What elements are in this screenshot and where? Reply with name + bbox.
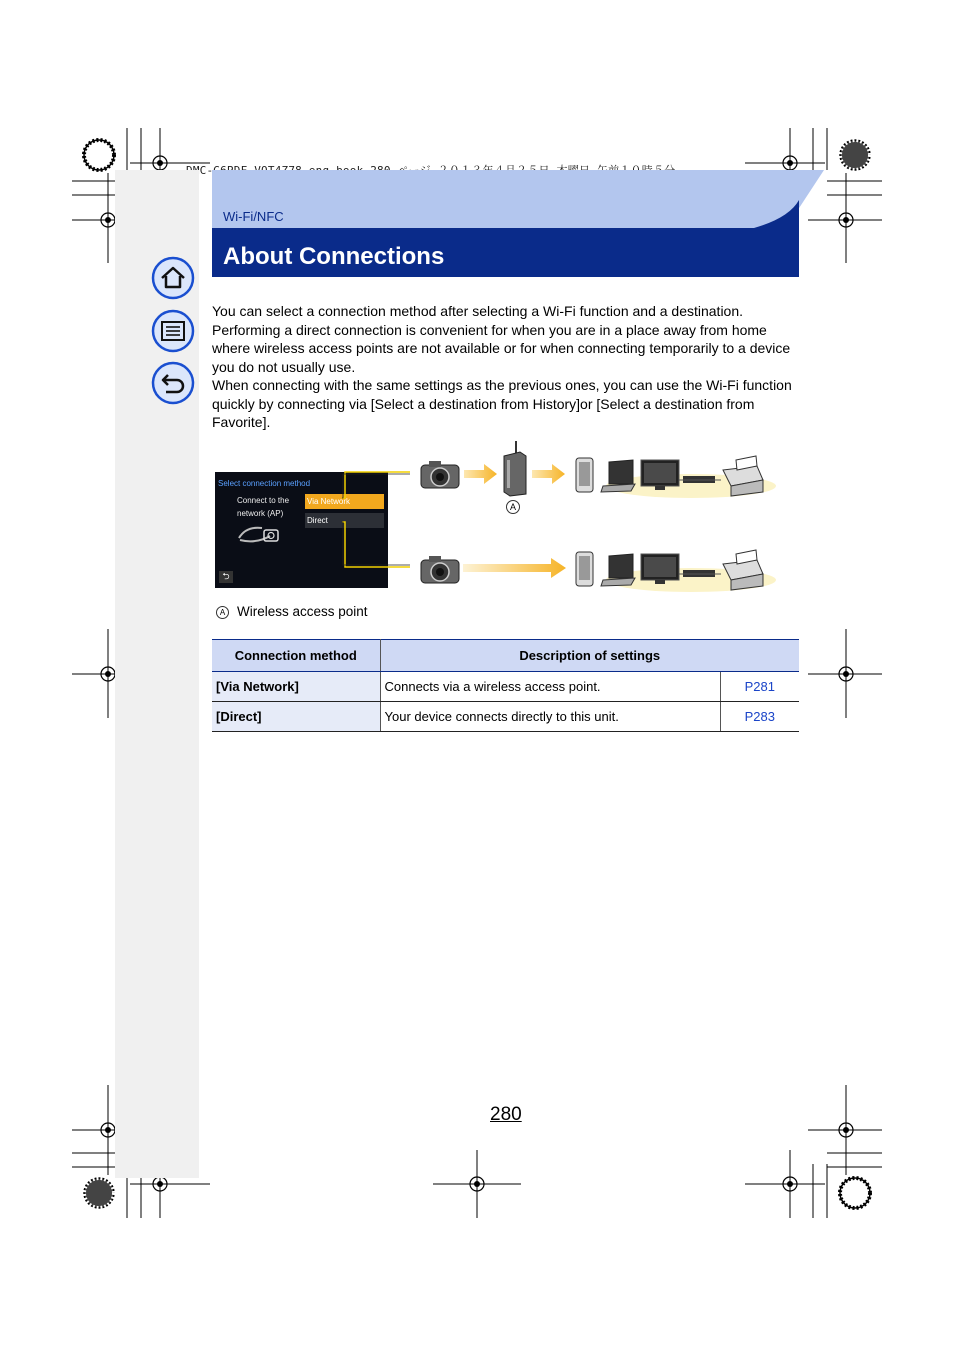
page-title: About Connections bbox=[223, 243, 445, 270]
legend-text: Wireless access point bbox=[237, 604, 368, 619]
devices-group bbox=[571, 546, 776, 594]
page-number: 280 bbox=[490, 1104, 522, 1125]
description-cell: Your device connects directly to this unit. bbox=[380, 702, 720, 732]
arrow-icon bbox=[464, 463, 498, 485]
menu-list-icon bbox=[151, 309, 195, 353]
connection-table bbox=[212, 639, 799, 732]
table-row bbox=[212, 672, 799, 702]
marker-letter: A bbox=[509, 502, 516, 512]
menu-option-label: Direct bbox=[307, 516, 328, 525]
long-arrow-icon bbox=[463, 557, 567, 579]
description-cell: Connects via a wireless access point. bbox=[380, 672, 720, 702]
network-camera-icon bbox=[236, 522, 284, 544]
legend bbox=[216, 604, 368, 619]
camera-icon bbox=[419, 554, 461, 586]
page-link[interactable]: P281 bbox=[720, 672, 799, 702]
router-icon bbox=[499, 440, 529, 498]
intro-paragraph: When connecting with the same settings as the previous ones, you can use the Wi-Fi function quickly by connecting via [Select a destination from History]or [Select a destination from Favorite]. bbox=[212, 377, 792, 430]
tv-icon bbox=[641, 460, 679, 490]
menu-header: Select connection method bbox=[218, 479, 311, 488]
intro-text bbox=[212, 302, 802, 432]
home-icon bbox=[151, 256, 195, 300]
menu-option-label: Via Network bbox=[307, 497, 350, 506]
laptop-icon bbox=[601, 554, 635, 586]
back-icon bbox=[151, 361, 195, 405]
recorder-icon bbox=[679, 570, 721, 577]
router-marker bbox=[506, 500, 520, 514]
intro-paragraph: You can select a connection method after selecting a Wi-Fi function and a destination. Performing a direct connection is convenient for when you are in a place away from home where wireless access points are not available or for when connecting temporarily to a device you do not usually use. bbox=[212, 303, 791, 375]
menu-desc-line2: network (AP) bbox=[237, 509, 284, 518]
recorder-icon bbox=[679, 476, 721, 483]
menu-button[interactable] bbox=[151, 309, 195, 353]
camera-icon bbox=[419, 459, 461, 491]
back-button[interactable] bbox=[151, 361, 195, 405]
legend-marker: A bbox=[216, 606, 229, 619]
table-header-row bbox=[212, 640, 799, 672]
home-button[interactable] bbox=[151, 256, 195, 300]
connector-lines bbox=[340, 470, 415, 570]
method-cell: [Direct] bbox=[212, 702, 380, 732]
arrow-icon bbox=[532, 463, 566, 485]
laptop-icon bbox=[601, 460, 635, 492]
method-cell: [Via Network] bbox=[212, 672, 380, 702]
column-header: Description of settings bbox=[380, 640, 799, 672]
menu-back-icon[interactable]: ⮌ bbox=[219, 571, 233, 583]
section-label: Wi-Fi/NFC bbox=[223, 209, 284, 224]
page-link[interactable]: P283 bbox=[720, 702, 799, 732]
column-header: Connection method bbox=[212, 640, 380, 672]
devices-group bbox=[571, 452, 776, 500]
tv-icon bbox=[641, 554, 679, 584]
table-row bbox=[212, 702, 799, 732]
menu-desc-line1: Connect to the bbox=[237, 496, 290, 505]
